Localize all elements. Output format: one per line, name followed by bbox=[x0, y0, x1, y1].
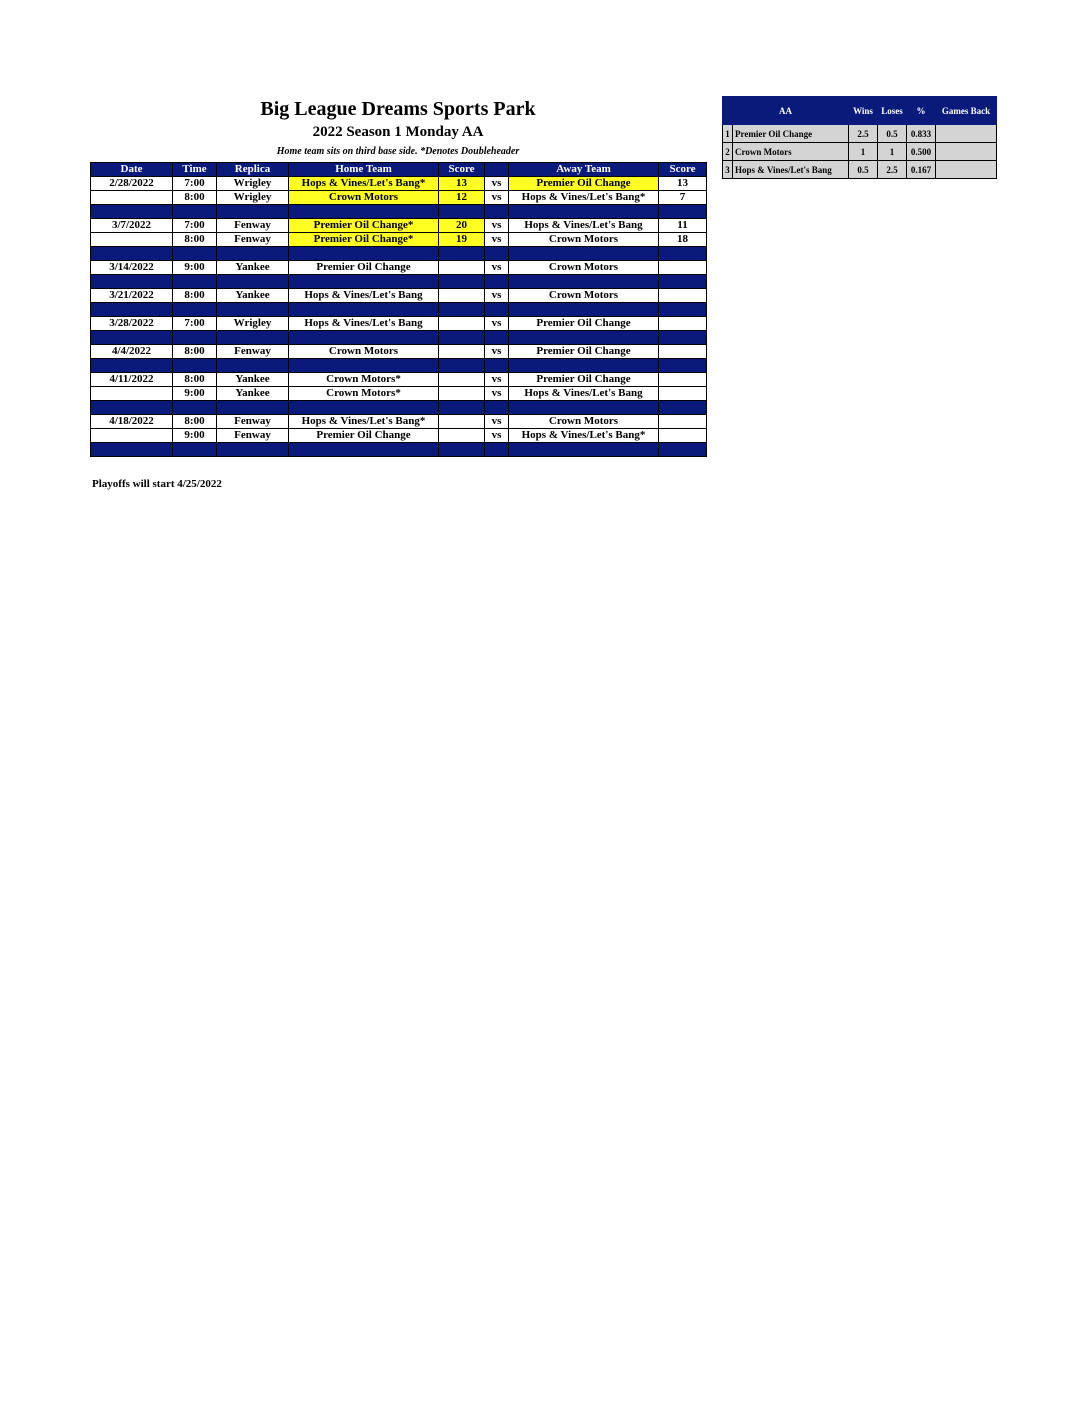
separator-cell bbox=[217, 205, 289, 219]
game-time: 7:00 bbox=[173, 177, 217, 191]
separator-cell bbox=[509, 205, 659, 219]
schedule-separator-row bbox=[91, 205, 707, 219]
separator-cell bbox=[217, 275, 289, 289]
separator-cell bbox=[509, 303, 659, 317]
away-score: 18 bbox=[659, 233, 707, 247]
vs-label: vs bbox=[485, 373, 509, 387]
table-row bbox=[91, 177, 707, 191]
separator-cell bbox=[289, 303, 439, 317]
separator-cell bbox=[289, 443, 439, 457]
game-date: 3/14/2022 bbox=[91, 261, 173, 275]
game-date: 4/11/2022 bbox=[91, 373, 173, 387]
standings-table bbox=[722, 96, 997, 179]
separator-cell bbox=[485, 401, 509, 415]
separator-cell bbox=[217, 401, 289, 415]
standings-header-loses: Loses bbox=[878, 97, 907, 125]
home-team: Crown Motors* bbox=[289, 373, 439, 387]
standings-games-back bbox=[936, 161, 997, 179]
vs-label: vs bbox=[485, 219, 509, 233]
schedule-header-vs bbox=[485, 163, 509, 177]
game-date bbox=[91, 191, 173, 205]
table-row bbox=[91, 345, 707, 359]
home-score bbox=[439, 429, 485, 443]
schedule-body bbox=[91, 177, 707, 457]
separator-cell bbox=[217, 331, 289, 345]
standings-rank: 3 bbox=[723, 161, 733, 179]
standings-header-wins: Wins bbox=[849, 97, 878, 125]
field-name: Yankee bbox=[217, 387, 289, 401]
schedule-separator-row bbox=[91, 275, 707, 289]
home-score bbox=[439, 345, 485, 359]
home-score bbox=[439, 261, 485, 275]
separator-cell bbox=[659, 205, 707, 219]
game-date: 2/28/2022 bbox=[91, 177, 173, 191]
game-date: 4/4/2022 bbox=[91, 345, 173, 359]
home-score: 13 bbox=[439, 177, 485, 191]
field-name: Fenway bbox=[217, 429, 289, 443]
standings-header-row bbox=[723, 97, 997, 125]
separator-cell bbox=[485, 443, 509, 457]
standings-wins: 1 bbox=[849, 143, 878, 161]
game-date bbox=[91, 429, 173, 443]
separator-cell bbox=[439, 275, 485, 289]
away-score bbox=[659, 261, 707, 275]
page-title: Big League Dreams Sports Park bbox=[260, 98, 536, 120]
home-team: Crown Motors* bbox=[289, 387, 439, 401]
standings-rank: 1 bbox=[723, 125, 733, 143]
home-team: Hops & Vines/Let's Bang* bbox=[289, 415, 439, 429]
schedule-header-time: Time bbox=[173, 163, 217, 177]
field-name: Yankee bbox=[217, 289, 289, 303]
separator-cell bbox=[439, 443, 485, 457]
standings-win-pct: 0.500 bbox=[907, 143, 936, 161]
home-team: Crown Motors bbox=[289, 191, 439, 205]
table-row bbox=[91, 289, 707, 303]
away-score bbox=[659, 415, 707, 429]
separator-cell bbox=[289, 359, 439, 373]
home-score bbox=[439, 387, 485, 401]
away-score bbox=[659, 345, 707, 359]
separator-cell bbox=[439, 359, 485, 373]
separator-cell bbox=[659, 401, 707, 415]
home-score: 20 bbox=[439, 219, 485, 233]
schedule-separator-row bbox=[91, 359, 707, 373]
separator-cell bbox=[289, 401, 439, 415]
separator-cell bbox=[173, 331, 217, 345]
vs-label: vs bbox=[485, 345, 509, 359]
away-team: Hops & Vines/Let's Bang bbox=[509, 387, 659, 401]
doubleheader-note: Home team sits on third base side. *Denotes Doubleheader bbox=[276, 146, 520, 157]
schedule-separator-row bbox=[91, 443, 707, 457]
separator-cell bbox=[485, 247, 509, 261]
field-name: Wrigley bbox=[217, 191, 289, 205]
field-name: Fenway bbox=[217, 415, 289, 429]
field-name: Yankee bbox=[217, 373, 289, 387]
field-name: Fenway bbox=[217, 233, 289, 247]
game-time: 7:00 bbox=[173, 317, 217, 331]
home-team: Hops & Vines/Let's Bang bbox=[289, 289, 439, 303]
separator-cell bbox=[659, 275, 707, 289]
table-row bbox=[91, 429, 707, 443]
table-row bbox=[91, 387, 707, 401]
standings-win-pct: 0.833 bbox=[907, 125, 936, 143]
away-score: 13 bbox=[659, 177, 707, 191]
game-date: 3/21/2022 bbox=[91, 289, 173, 303]
game-time: 7:00 bbox=[173, 219, 217, 233]
table-row bbox=[91, 191, 707, 205]
home-team: Crown Motors bbox=[289, 345, 439, 359]
standings-team-name: Crown Motors bbox=[733, 143, 849, 161]
home-score bbox=[439, 317, 485, 331]
standings-team-name: Hops & Vines/Let's Bang bbox=[733, 161, 849, 179]
away-team: Hops & Vines/Let's Bang* bbox=[509, 429, 659, 443]
schedule-header-home-score: Score bbox=[439, 163, 485, 177]
table-row bbox=[91, 415, 707, 429]
separator-cell bbox=[91, 303, 173, 317]
away-team: Premier Oil Change bbox=[509, 373, 659, 387]
separator-cell bbox=[217, 303, 289, 317]
schedule-header-row bbox=[91, 163, 707, 177]
vs-label: vs bbox=[485, 387, 509, 401]
home-score bbox=[439, 289, 485, 303]
away-score bbox=[659, 373, 707, 387]
separator-cell bbox=[485, 303, 509, 317]
standings-team-name: Premier Oil Change bbox=[733, 125, 849, 143]
schedule-table bbox=[90, 162, 707, 457]
home-team: Premier Oil Change bbox=[289, 429, 439, 443]
separator-cell bbox=[91, 205, 173, 219]
separator-cell bbox=[91, 331, 173, 345]
game-time: 9:00 bbox=[173, 387, 217, 401]
home-team: Premier Oil Change bbox=[289, 261, 439, 275]
game-date bbox=[91, 387, 173, 401]
away-team: Hops & Vines/Let's Bang bbox=[509, 219, 659, 233]
standings-games-back bbox=[936, 143, 997, 161]
separator-cell bbox=[485, 205, 509, 219]
separator-cell bbox=[439, 247, 485, 261]
standings-games-back bbox=[936, 125, 997, 143]
separator-cell bbox=[173, 401, 217, 415]
game-time: 8:00 bbox=[173, 191, 217, 205]
separator-cell bbox=[509, 275, 659, 289]
away-team: Crown Motors bbox=[509, 289, 659, 303]
home-team: Premier Oil Change* bbox=[289, 219, 439, 233]
game-date: 4/18/2022 bbox=[91, 415, 173, 429]
separator-cell bbox=[217, 247, 289, 261]
away-score bbox=[659, 289, 707, 303]
away-team: Crown Motors bbox=[509, 415, 659, 429]
vs-label: vs bbox=[485, 177, 509, 191]
away-score bbox=[659, 429, 707, 443]
separator-cell bbox=[485, 331, 509, 345]
standings-win-pct: 0.167 bbox=[907, 161, 936, 179]
game-time: 8:00 bbox=[173, 289, 217, 303]
table-row bbox=[91, 373, 707, 387]
separator-cell bbox=[289, 205, 439, 219]
game-time: 9:00 bbox=[173, 261, 217, 275]
separator-cell bbox=[173, 303, 217, 317]
vs-label: vs bbox=[485, 289, 509, 303]
standings-row bbox=[723, 125, 997, 143]
standings-header-division: AA bbox=[723, 97, 849, 125]
standings-body bbox=[723, 125, 997, 179]
separator-cell bbox=[91, 401, 173, 415]
schedule-header-home-team: Home Team bbox=[289, 163, 439, 177]
vs-label: vs bbox=[485, 191, 509, 205]
vs-label: vs bbox=[485, 261, 509, 275]
away-team: Premier Oil Change bbox=[509, 317, 659, 331]
standings-rank: 2 bbox=[723, 143, 733, 161]
separator-cell bbox=[659, 247, 707, 261]
schedule-header-replica: Replica bbox=[217, 163, 289, 177]
table-row bbox=[91, 219, 707, 233]
separator-cell bbox=[91, 359, 173, 373]
separator-cell bbox=[439, 205, 485, 219]
schedule-header-away-score: Score bbox=[659, 163, 707, 177]
separator-cell bbox=[509, 443, 659, 457]
separator-cell bbox=[91, 443, 173, 457]
separator-cell bbox=[173, 359, 217, 373]
separator-cell bbox=[509, 359, 659, 373]
game-time: 8:00 bbox=[173, 415, 217, 429]
game-time: 8:00 bbox=[173, 345, 217, 359]
separator-cell bbox=[509, 247, 659, 261]
standings-header-games-back: Games Back bbox=[936, 97, 997, 125]
separator-cell bbox=[217, 443, 289, 457]
separator-cell bbox=[509, 401, 659, 415]
field-name: Yankee bbox=[217, 261, 289, 275]
schedule-header-away-team: Away Team bbox=[509, 163, 659, 177]
home-score: 12 bbox=[439, 191, 485, 205]
separator-cell bbox=[173, 247, 217, 261]
away-score bbox=[659, 387, 707, 401]
schedule-header-date: Date bbox=[91, 163, 173, 177]
vs-label: vs bbox=[485, 415, 509, 429]
game-time: 9:00 bbox=[173, 429, 217, 443]
schedule-separator-row bbox=[91, 247, 707, 261]
schedule-separator-row bbox=[91, 401, 707, 415]
separator-cell bbox=[173, 443, 217, 457]
game-time: 8:00 bbox=[173, 373, 217, 387]
standings-row bbox=[723, 143, 997, 161]
field-name: Fenway bbox=[217, 219, 289, 233]
game-date: 3/28/2022 bbox=[91, 317, 173, 331]
home-team: Hops & Vines/Let's Bang bbox=[289, 317, 439, 331]
standings-wins: 2.5 bbox=[849, 125, 878, 143]
table-row bbox=[91, 233, 707, 247]
standings-loses: 1 bbox=[878, 143, 907, 161]
field-name: Wrigley bbox=[217, 177, 289, 191]
home-score: 19 bbox=[439, 233, 485, 247]
away-score: 7 bbox=[659, 191, 707, 205]
vs-label: vs bbox=[485, 429, 509, 443]
table-row bbox=[91, 261, 707, 275]
standings-loses: 2.5 bbox=[878, 161, 907, 179]
separator-cell bbox=[439, 331, 485, 345]
separator-cell bbox=[217, 359, 289, 373]
home-score bbox=[439, 415, 485, 429]
home-team: Hops & Vines/Let's Bang* bbox=[289, 177, 439, 191]
separator-cell bbox=[659, 359, 707, 373]
away-score: 11 bbox=[659, 219, 707, 233]
home-score bbox=[439, 373, 485, 387]
standings-loses: 0.5 bbox=[878, 125, 907, 143]
away-team: Premier Oil Change bbox=[509, 345, 659, 359]
vs-label: vs bbox=[485, 317, 509, 331]
separator-cell bbox=[289, 275, 439, 289]
separator-cell bbox=[173, 205, 217, 219]
game-date: 3/7/2022 bbox=[91, 219, 173, 233]
table-row bbox=[91, 317, 707, 331]
playoffs-note: Playoffs will start 4/25/2022 bbox=[92, 478, 222, 490]
home-team: Premier Oil Change* bbox=[289, 233, 439, 247]
standings-row bbox=[723, 161, 997, 179]
away-score bbox=[659, 317, 707, 331]
vs-label: vs bbox=[485, 233, 509, 247]
separator-cell bbox=[439, 401, 485, 415]
away-team: Hops & Vines/Let's Bang* bbox=[509, 191, 659, 205]
game-date bbox=[91, 233, 173, 247]
separator-cell bbox=[509, 331, 659, 345]
separator-cell bbox=[659, 331, 707, 345]
standings-header-pct: % bbox=[907, 97, 936, 125]
away-team: Crown Motors bbox=[509, 233, 659, 247]
away-team: Premier Oil Change bbox=[509, 177, 659, 191]
separator-cell bbox=[659, 443, 707, 457]
separator-cell bbox=[289, 331, 439, 345]
separator-cell bbox=[173, 275, 217, 289]
season-subtitle: 2022 Season 1 Monday AA bbox=[312, 124, 484, 140]
separator-cell bbox=[289, 247, 439, 261]
separator-cell bbox=[659, 303, 707, 317]
separator-cell bbox=[485, 359, 509, 373]
game-time: 8:00 bbox=[173, 233, 217, 247]
separator-cell bbox=[485, 275, 509, 289]
separator-cell bbox=[91, 275, 173, 289]
field-name: Fenway bbox=[217, 345, 289, 359]
schedule-separator-row bbox=[91, 331, 707, 345]
separator-cell bbox=[91, 247, 173, 261]
standings-wins: 0.5 bbox=[849, 161, 878, 179]
away-team: Crown Motors bbox=[509, 261, 659, 275]
schedule-separator-row bbox=[91, 303, 707, 317]
separator-cell bbox=[439, 303, 485, 317]
field-name: Wrigley bbox=[217, 317, 289, 331]
